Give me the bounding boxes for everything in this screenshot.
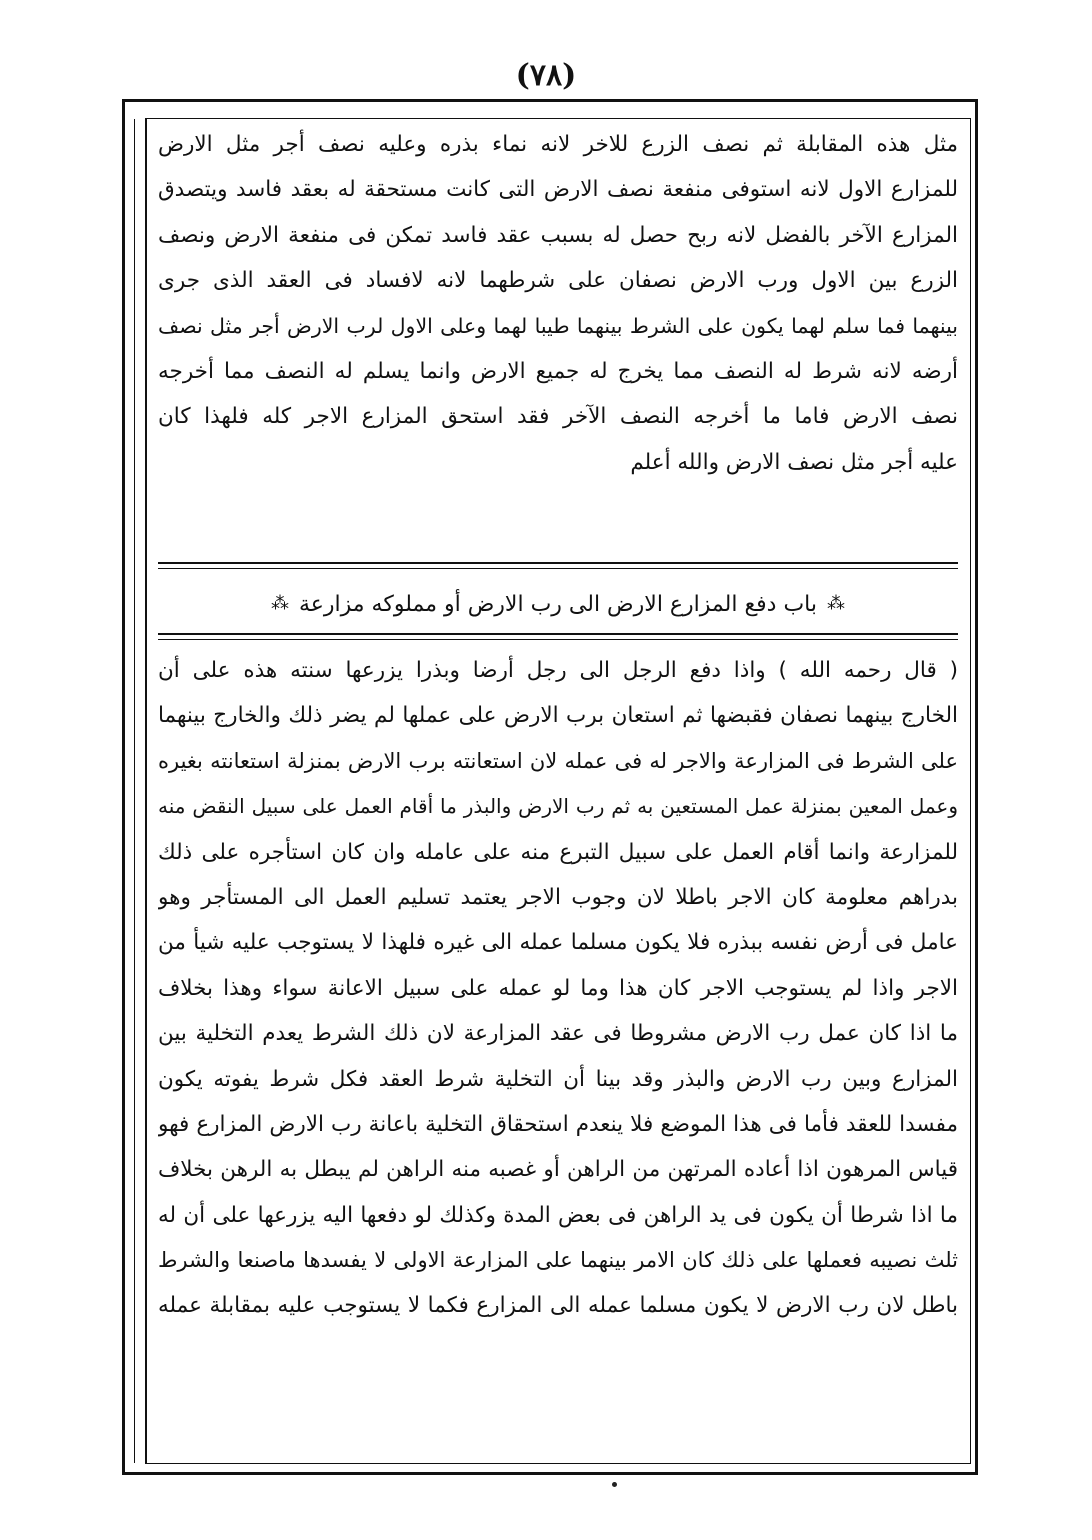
section-divider-top: [158, 562, 958, 569]
text-line: الزرع بين الاول ورب الارض نصفان على شرطهما لانه لافساد فى العقد الذى جرى: [158, 268, 958, 294]
section-divider-bottom: [158, 633, 958, 640]
bottom-paragraph: [158, 648, 958, 1329]
text-line: عامل فى أرض نفسه ببذره فلا يكون مسلما عمله الى غيره فلهذا لا يستوجب عليه شيأ من: [158, 930, 958, 956]
text-line: بينهما فما سلم لهما يكون على الشرط بينهما طيبا لهما وعلى الاول لرب الارض أجر مثل نصف: [158, 313, 958, 338]
text-line: عليه أجر مثل نصف الارض والله أعلم: [630, 449, 958, 475]
text-line: وعمل المعين بمنزلة عمل المستعين به ثم رب الارض والبذر ما أقام العمل على سبيل النقض منه: [158, 794, 958, 819]
page-dot: [612, 1482, 617, 1487]
text-line: مفسدا للعقد فأما فى هذا الموضع فلا ينعدم استحقاق التخلية باعانة رب الارض المزارع فهو: [158, 1111, 958, 1137]
chapter-heading: [158, 577, 958, 631]
text-line: ثلث نصيبه فعملها على ذلك كان الامر بينهما على المزارعة الاولى لا يفسدها ماصنعا والشرط: [158, 1248, 958, 1273]
chapter-title: باب دفع المزارع الارض الى رب الارض أو مملوكه مزارعة: [298, 591, 818, 617]
ornament-right-icon: ⁂: [827, 593, 846, 614]
text-line: بدراهم معلومة كان الاجر باطلا لان وجوب الاجر يعتمد تسليم العمل الى المستأجر وهو: [158, 884, 958, 910]
text-line: للمزارعة وانما أقام العمل على سبيل التبرع منه على عامله وان كان استأجره على ذلك: [158, 839, 958, 865]
text-line: ما اذا كان عمل رب الارض مشروطا فى عقد المزارعة لان ذلك الشرط يعدم التخلية بين: [158, 1021, 958, 1047]
top-paragraph: [158, 122, 958, 485]
text-line: نصف الارض فاما ما أخرجه النصف الآخر فقد استحق المزارع الاجر كله فلهذا كان: [158, 404, 958, 430]
text-line: ما اذا شرطا أن يكون فى يد الراهن فى بعض المدة وكذلك لو دفعها اليه يزرعها على أن له: [158, 1202, 958, 1228]
text-line: على الشرط فى المزارعة والاجر له فى عمله لان استعانته برب الارض بمنزلة استعانته بغيره: [158, 748, 958, 773]
text-line: ( قال رحمه الله ) واذا دفع الرجل الى رجل أرضا وبذرا يزرعها سنته هذه على أن: [158, 658, 958, 683]
text-line: قياس المرهون اذا أعاده المرتهن من الراهن أو غصبه منه الراهن لم يبطل به الرهن بخلاف: [158, 1157, 958, 1183]
text-line: المزارع وبين رب الارض والبذر وقد بينا أن التخلية شرط العقد فكل شرط يفوته يكون: [158, 1066, 958, 1092]
text-line: باطل لان رب الارض لا يكون مسلما عمله الى المزارع فكما لا يستوجب عليه بمقابلة عمله: [158, 1293, 958, 1319]
text-line: الخارج بينهما نصفان فقبضها ثم استعان برب الارض على عملها لم يضر ذلك والخارج بينهما: [158, 703, 958, 729]
text-line: مثل هذه المقابلة ثم نصف الزرع للاخر لانه نماء بذره وعليه نصف أجر مثل الارض: [158, 132, 958, 157]
ornament-left-icon: ⁂: [270, 593, 289, 614]
page-number: (٧٨): [515, 58, 577, 93]
text-line: للمزارع الاول لانه استوفى منفعة نصف الارض التى كانت مستحقة له بعقد فاسد ويتصدق: [158, 177, 958, 203]
text-line: الاجر واذا لم يستوجب الاجر كان هذا وما لو عمله على سبيل الاعانة سواء وهذا بخلاف: [158, 975, 958, 1001]
text-line: أرضه لانه شرط له النصف مما يخرج له جميع الارض وانما يسلم له النصف مما أخرجه: [158, 358, 958, 384]
text-line: المزارع الآخر بالفضل لانه ربح حصل له بسبب عقد فاسد تمكن فى منفعة الارض ونصف: [158, 222, 958, 248]
